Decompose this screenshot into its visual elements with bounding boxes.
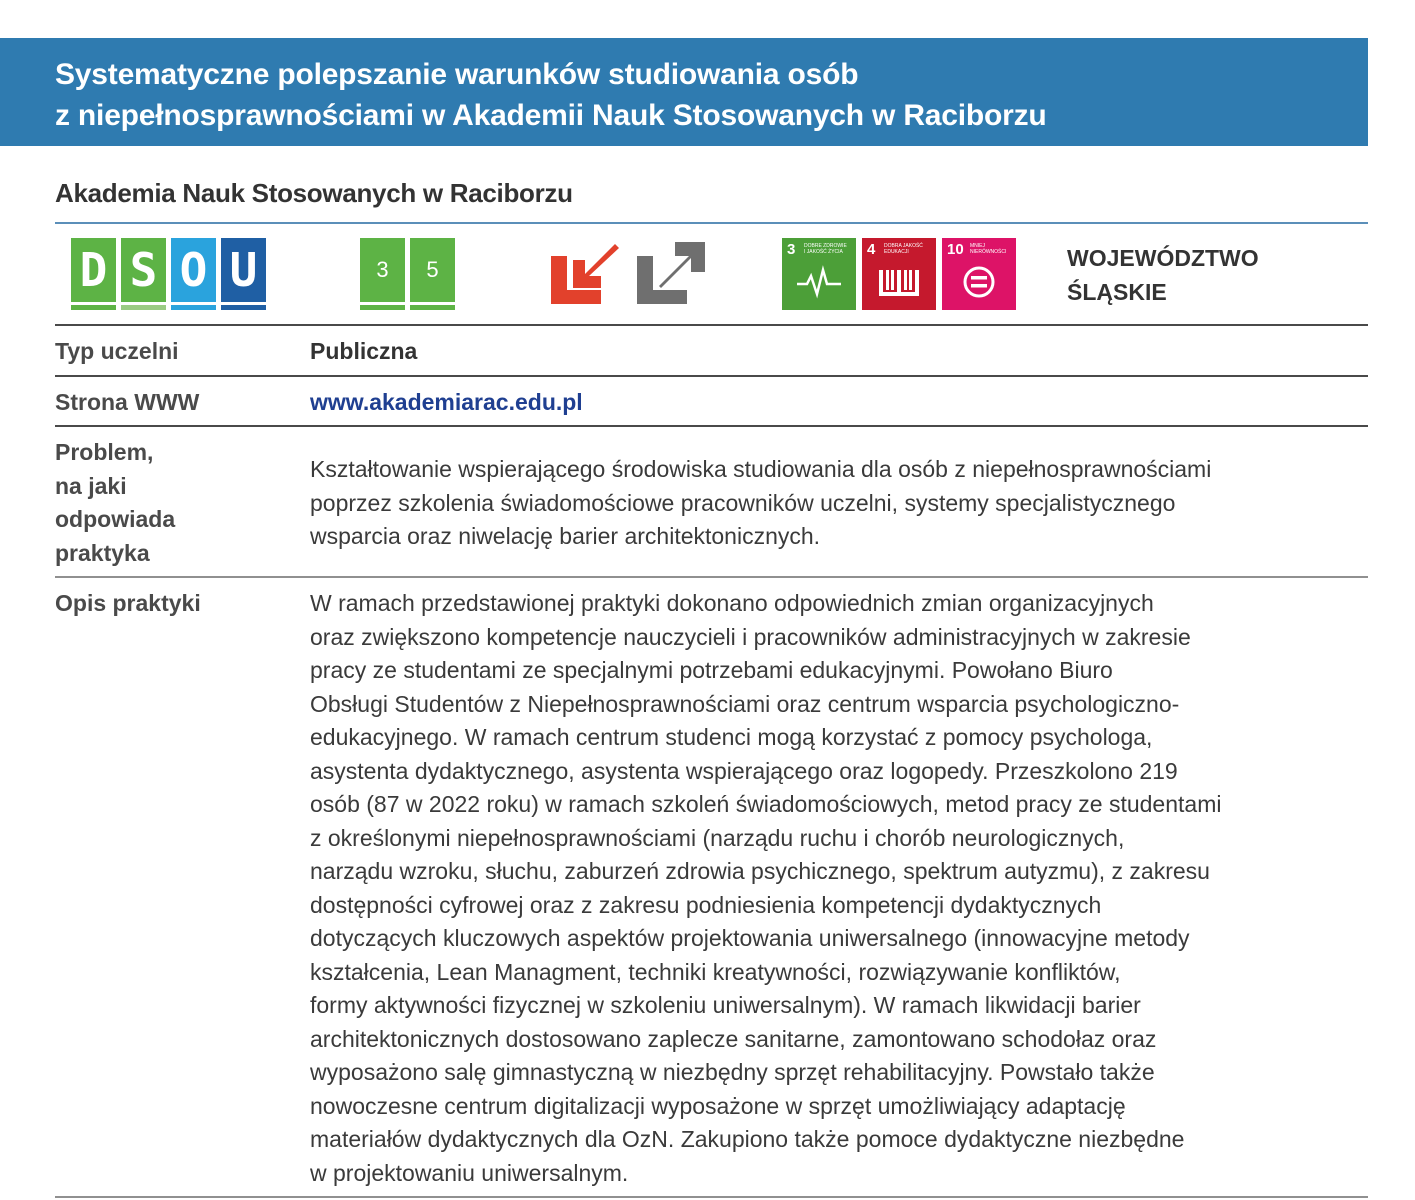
description-line: narządu wzroku, słuchu, zaburzeń zdrowia psychicznego, spektrum autyzmu), z zakresu: [310, 858, 1210, 884]
dsou-letter: D: [79, 243, 108, 297]
problem-label-line: na jaki: [55, 472, 127, 499]
sdg-text-line: MNIEJ: [970, 243, 985, 249]
dsou-d-icon: [71, 238, 116, 302]
sdg-text-line: I JAKOŚĆ ŻYCIA: [804, 249, 843, 255]
problem-label-line: odpowiada: [55, 506, 176, 532]
sdg-text: [804, 243, 848, 255]
arrow-outbound-icon: [633, 238, 709, 310]
description-line: W ramach przedstawionej praktyki dokonano odpowiednich zmian organizacyjnych: [310, 590, 1154, 616]
icons-row: [55, 234, 1368, 314]
divider: [55, 576, 1368, 578]
sdg-text-line: EDUKACJI: [884, 249, 909, 255]
problem-label: [55, 436, 175, 570]
sdg-3-tile: [782, 238, 856, 310]
type-label: Typ uczelni: [55, 338, 179, 364]
dsou-s-icon: [121, 238, 166, 302]
page-title-line: Systematyczne polepszanie warunków studiowania osób: [55, 58, 859, 91]
divider: [55, 324, 1368, 326]
sdg-number: 10: [947, 241, 964, 258]
www-link[interactable]: www.akademiarac.edu.pl: [310, 389, 583, 415]
www-label: Strona WWW: [55, 389, 200, 415]
problem-line: wsparcia oraz niwelację barier architektonicznych.: [310, 523, 821, 549]
dsou-o-icon: [171, 238, 216, 302]
dsou-letter: O: [179, 243, 208, 297]
description-value: [310, 587, 1375, 1190]
arrow-inbound-icon: [545, 238, 621, 310]
dsou-bar: [71, 305, 116, 310]
description-line: edukacyjnego. W ramach centrum studenci mogą korzystać z pomocy psychologa,: [310, 724, 1153, 750]
description-line: pracy ze studentami ze specjalnymi potrzebami edukacyjnymi. Powołano Biuro: [310, 657, 1113, 683]
dsou-u-icon: [221, 238, 266, 302]
problem-line: Kształtowanie wspierającego środowiska studiowania dla osób z niepełnosprawnościami: [310, 456, 1212, 482]
description-line: nowoczesne centrum digitalizacji wyposażone w sprzęt umożliwiający adaptację: [310, 1092, 1126, 1119]
description-line: dotyczących kluczowych aspektów projektowania uniwersalnego (innowacyjne metody: [310, 925, 1190, 951]
sdg-text-line: NIERÓWNOŚCI: [970, 249, 1007, 255]
problem-label-line: praktyka: [55, 539, 150, 566]
description-label: Opis praktyki: [55, 590, 201, 616]
region-line: ŚLĄSKIE: [1067, 279, 1167, 305]
description-line: architektonicznych dostosowano zaplecze sanitarne, zamontowano schodołaz oraz: [310, 1025, 1157, 1052]
sdg-number: 4: [867, 241, 876, 258]
sdg-text: [970, 243, 1014, 255]
divider: [55, 1196, 1368, 1198]
problem-value: [310, 453, 1375, 554]
number-label: 3: [376, 257, 389, 282]
dsou-letter: S: [129, 243, 158, 297]
header-banner: [0, 38, 1368, 146]
number-label: 5: [426, 257, 439, 282]
description-line: Obsługi Studentów z Niepełnosprawnościami oraz centrum wsparcia psychologiczno-: [310, 690, 1180, 717]
dsou-bar: [171, 305, 216, 310]
description-line: z określonymi niepełnosprawnościami (narządu ruchu i chorób neurologicznych,: [310, 824, 1125, 851]
region-line: WOJEWÓDZTWO: [1067, 245, 1259, 271]
number-bar: [410, 305, 455, 310]
region-label: [1067, 241, 1259, 309]
dsou-bar: [121, 305, 166, 310]
divider: [55, 425, 1368, 427]
sdg-text: [884, 243, 928, 255]
page-title: [55, 54, 1047, 136]
number-3-icon: [360, 238, 405, 302]
description-line: asystenta dydaktycznego, asystenta wspierającego oraz logopedy. Przeszkolono 219: [310, 757, 1178, 784]
heartbeat-icon: [795, 264, 843, 300]
description-line: osób (87 w 2022 roku) w ramach szkoleń świadomościowych, metod pracy ze studentami: [310, 791, 1222, 817]
equality-icon: [955, 264, 1003, 300]
institution-name: Akademia Nauk Stosowanych w Raciborzu: [55, 178, 573, 208]
description-line: formy aktywności fizycznej w szkoleniu uniwersalnym). W ramach likwidacji barier: [310, 992, 1141, 1018]
sdg-number: 3: [787, 241, 796, 258]
divider: [55, 375, 1368, 377]
description-line: kształcenia, Lean Managment, techniki kreatywności, rozwiązywanie konfliktów,: [310, 958, 1121, 985]
page-title-line: z niepełnosprawnościami w Akademii Nauk Stosowanych w Raciborzu: [55, 99, 1047, 132]
type-value: Publiczna: [310, 338, 418, 364]
sdg-text-line: DOBRE ZDROWIE: [804, 243, 847, 249]
dsou-bar: [221, 305, 266, 310]
book-icon: [875, 264, 923, 300]
description-line: wyposażono salę gimnastyczną w niezbędny sprzęt rehabilitacyjny. Powstało także: [310, 1059, 1155, 1085]
sdg-4-tile: [862, 238, 936, 310]
dsou-letter: U: [229, 243, 258, 297]
description-line: w projektowaniu uniwersalnym.: [310, 1159, 629, 1186]
description-line: dostępności cyfrowej oraz z zakresu podniesienia kompetencji dydaktycznych: [310, 891, 1102, 918]
divider: [55, 222, 1368, 224]
number-bar: [360, 305, 405, 310]
number-5-icon: [410, 238, 455, 302]
problem-label-line: Problem,: [55, 439, 154, 465]
sdg-text-line: DOBRA JAKOŚĆ: [884, 243, 923, 249]
description-line: materiałów dydaktycznych dla OzN. Zakupiono także pomoce dydaktyczne niezbędne: [310, 1126, 1185, 1152]
description-line: oraz zwiększono kompetencje nauczycieli i pracowników administracyjnych w zakresie: [310, 623, 1191, 650]
problem-line: poprzez szkolenia świadomościowe pracowników uczelni, systemy specjalistycznego: [310, 489, 1176, 516]
sdg-10-tile: [942, 238, 1016, 310]
